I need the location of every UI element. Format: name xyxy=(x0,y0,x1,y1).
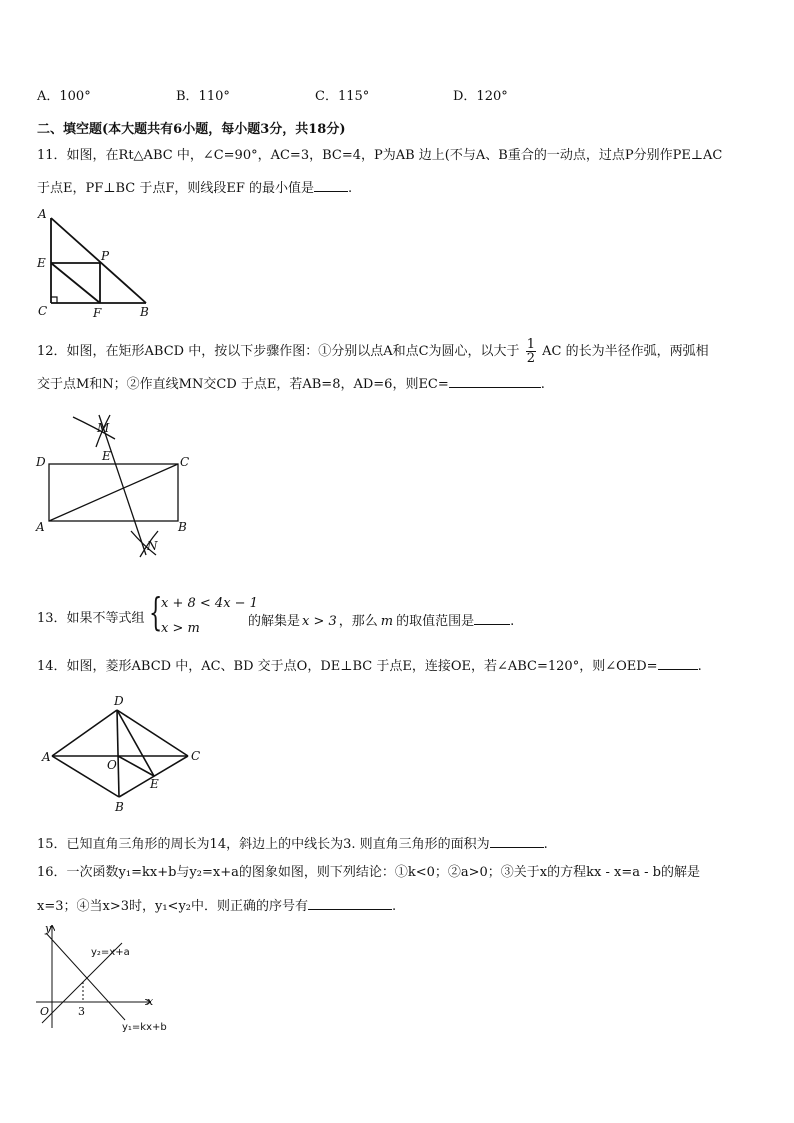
q11-label-f: F xyxy=(93,306,102,320)
q12-label-n: N xyxy=(147,539,158,553)
q11-label-e: E xyxy=(37,256,46,270)
q13-variable: m xyxy=(380,614,394,629)
q15-line xyxy=(37,833,548,854)
q12-fraction-den: 2 xyxy=(526,351,535,366)
q13-mid1: 的解集是 xyxy=(248,614,301,629)
q10-option-c: C．115° xyxy=(315,89,370,104)
q11-line2 xyxy=(37,177,352,198)
q11-label-b: B xyxy=(140,305,149,319)
q16-label-three: 3 xyxy=(78,1005,85,1018)
q12-line2 xyxy=(37,373,545,394)
q13-answer-blank xyxy=(474,610,510,625)
q13-rest xyxy=(248,610,514,631)
q16-label-o: O xyxy=(40,1005,50,1018)
q14-label-b: B xyxy=(115,800,124,814)
q16-line2 xyxy=(37,895,396,916)
section-header: 二、填空题(本大题共有6小题，每小题3分，共18分) xyxy=(37,122,346,137)
q14-label-o: O xyxy=(107,758,117,772)
q10-option-d: D．120° xyxy=(453,89,508,104)
q15-text: 15．已知直角三角形的周长为14，斜边上的中线长为3. 则直角三角形的面积为 xyxy=(37,837,490,852)
q13-mid3: 的取值范围是 xyxy=(396,614,475,629)
q12-label-e: E xyxy=(102,449,111,463)
q11-figure xyxy=(30,205,160,320)
q14-answer-blank xyxy=(658,655,698,670)
q16-label-y1: y₁=kx+b xyxy=(122,1022,167,1033)
q10-option-b: B．110° xyxy=(176,89,230,104)
q12-figure xyxy=(30,405,200,560)
q11-label-a: A xyxy=(38,207,47,221)
q14-text: 14．如图，菱形ABCD 中，AC、BD 交于点O，DE⊥BC 于点E，连接OE，若∠ABC=120°，则∠OED= xyxy=(37,659,658,674)
q13-condition: x > 3 xyxy=(302,614,337,629)
q16-label-y: y xyxy=(45,922,52,935)
q13-brace: { xyxy=(149,590,163,634)
q12-label-m: M xyxy=(97,421,110,435)
q16-label-y2: y₂=x+a xyxy=(91,947,130,958)
q11-line2-text: 于点E，PF⊥BC 于点F，则线段EF 的最小值是 xyxy=(37,181,315,196)
q15-answer-blank xyxy=(490,833,544,848)
q11-label-c: C xyxy=(38,304,48,318)
q14-figure xyxy=(38,690,208,815)
q14-label-c: C xyxy=(191,749,201,763)
q16-line2-end: . xyxy=(392,899,397,914)
q15-end: . xyxy=(543,837,548,852)
q14-label-e: E xyxy=(150,777,159,791)
q14-label-d: D xyxy=(114,694,124,708)
q16-figure xyxy=(30,918,180,1036)
q14-line xyxy=(37,655,702,676)
q12-label-c: C xyxy=(180,455,190,469)
q12-line1 xyxy=(37,338,709,365)
q12-fraction xyxy=(526,338,536,365)
q16-line1: 16．一次函数y₁=kx+b与y₂=x+a的图象如图，则下列结论：①k<0；②a>0；③关于x的方程kx - x=a - b的解是 xyxy=(37,865,700,880)
q12-line1-text-end: AC 的长为半径作弧，两弧相 xyxy=(542,344,709,359)
q12-label-b: B xyxy=(178,520,187,534)
q12-line2-end: . xyxy=(540,377,545,392)
q13-inequality-2: x > m xyxy=(161,621,200,636)
q12-answer-blank xyxy=(449,373,541,388)
q16-line2-text: x=3；④当x>3时，y₁<y₂中．则正确的序号有 xyxy=(37,899,308,914)
q13-prefix: 13．如果不等式组 xyxy=(37,611,145,626)
q12-line1-text: 12．如图，在矩形ABCD 中，按以下步骤作图：①分别以点A和点C为圆心，以大于 xyxy=(37,344,520,359)
q12-fraction-num: 1 xyxy=(526,337,535,352)
q12-line2-text: 交于点M和N；②作直线MN交CD 于点E，若AB=8，AD=6，则EC= xyxy=(37,377,449,392)
q14-end: . xyxy=(697,659,702,674)
q11-answer-blank xyxy=(314,177,348,192)
q13-mid2: ，那么 xyxy=(338,614,378,629)
q14-label-a: A xyxy=(42,750,51,764)
q11-line1: 11．如图，在Rt△ABC 中，∠C=90°，AC=3，BC=4，P为AB 边上(不与A、B重合的一动点，过点P分别作PE⊥AC xyxy=(37,148,723,163)
q13-inequality-1: x + 8 < 4x − 1 xyxy=(161,596,258,611)
q11-line2-end: . xyxy=(348,181,353,196)
q16-label-x: x xyxy=(147,995,154,1008)
q12-label-d: D xyxy=(36,455,46,469)
q12-label-a: A xyxy=(36,520,45,534)
q10-option-a: A．100° xyxy=(37,89,91,104)
q11-label-p: P xyxy=(101,249,110,263)
q13-end: . xyxy=(510,614,515,629)
q16-answer-blank xyxy=(308,895,392,910)
